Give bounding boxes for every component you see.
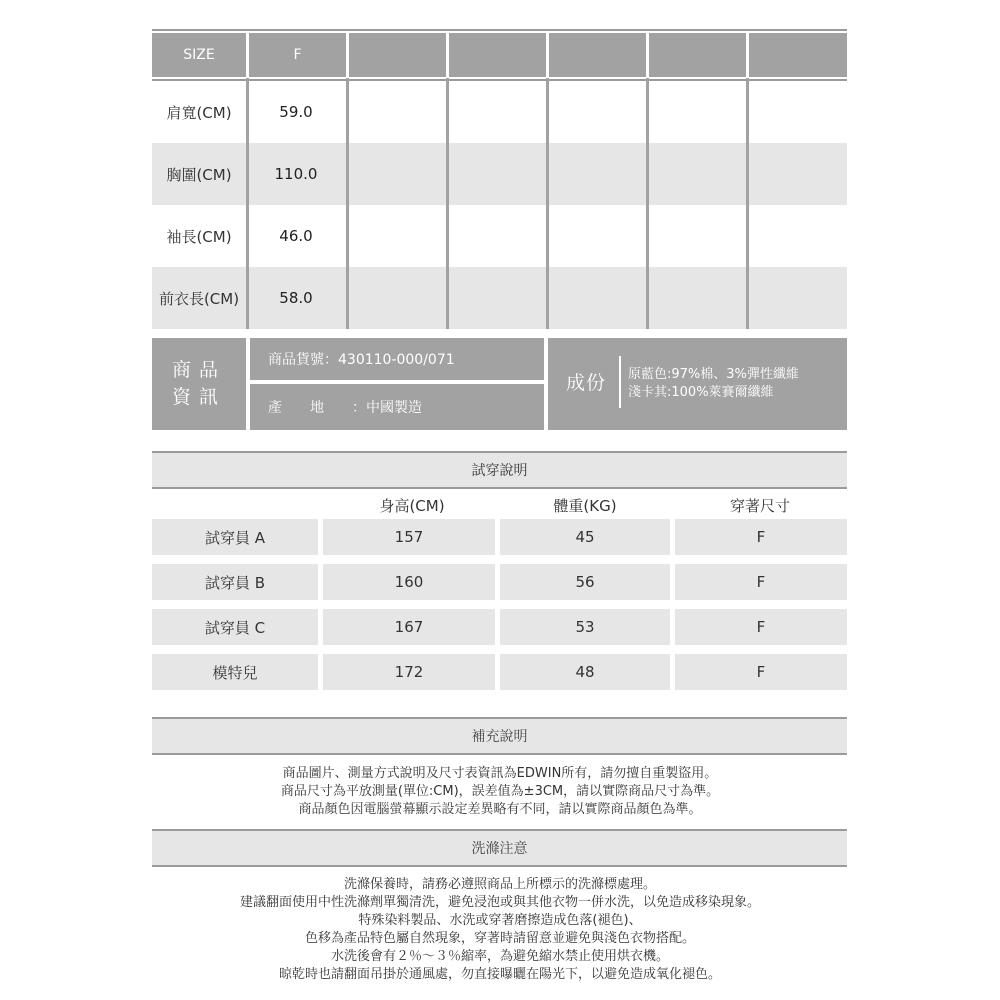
size-row (152, 205, 847, 267)
column-divider (246, 78, 249, 329)
column-header: 體重(KG) (553, 497, 617, 515)
size-header-cell: SIZE (152, 33, 246, 77)
tester-height: 172 (323, 654, 495, 690)
note-line: 特殊染料製品、水洗或穿著磨擦造成色落(褪色)、 (358, 913, 642, 928)
column-divider (346, 78, 349, 329)
column-divider (746, 78, 749, 329)
tester-name: 試穿員 C (152, 609, 318, 645)
fit-table-header (152, 489, 847, 519)
fit-table-title: 試穿說明 (152, 451, 847, 489)
size-header-cell (749, 33, 847, 77)
column-divider (446, 78, 449, 329)
note-line: 商品顏色因電腦螢幕顯示設定差異略有不同，請以實際商品顏色為準。 (298, 802, 702, 817)
wash-title: 洗滌注意 (152, 829, 847, 867)
origin-value: ：中國製造 (352, 400, 422, 416)
size-row (152, 267, 847, 329)
size-row-label: 前衣長(CM) (158, 289, 240, 308)
item-number: 商品貨號：430110-000/071 (250, 338, 544, 380)
tester-height: 167 (323, 609, 495, 645)
product-info (152, 338, 847, 430)
size-header-cell (349, 33, 446, 77)
note-line: 洗滌保養時，請務必遵照商品上所標示的洗滌標處理。 (343, 877, 656, 892)
table-row (152, 654, 847, 690)
tester-weight: 53 (500, 609, 670, 645)
size-row-label: 胸圍(CM) (166, 165, 232, 184)
tester-name: 試穿員 B (152, 564, 318, 600)
material-line: 淺卡其:100%萊賽爾纖維 (628, 385, 774, 400)
column-header: 穿著尺寸 (729, 497, 791, 515)
tester-name: 模特兒 (152, 654, 318, 690)
tester-size: F (675, 609, 847, 645)
column-divider (546, 78, 549, 329)
origin (250, 384, 544, 430)
size-row-value: 46.0 (279, 227, 313, 245)
size-row (152, 143, 847, 205)
size-row-value: 110.0 (274, 165, 318, 183)
size-row-value: 59.0 (279, 103, 313, 121)
tester-height: 160 (323, 564, 495, 600)
material-box (548, 338, 847, 430)
material-line: 原藍色:97%棉、3%彈性纖維 (628, 367, 799, 382)
size-header-cell (649, 33, 746, 77)
column-divider (646, 78, 649, 329)
size-row-label: 肩寬(CM) (166, 103, 232, 122)
material-list (628, 366, 799, 402)
size-row-label: 袖長(CM) (166, 227, 232, 246)
divider (619, 356, 621, 408)
note-line: 建議翻面使用中性洗滌劑單獨清洗，避免浸泡或與其他衣物一併水洗，以免造成移染現象。 (239, 895, 760, 910)
tester-size: F (675, 564, 847, 600)
origin-label: 產地 (268, 400, 352, 416)
tester-size: F (675, 519, 847, 555)
product-info-title-line: 商品 (171, 359, 226, 381)
note-line: 色移為產品特色屬自然現象，穿著時請留意並避免與淺色衣物搭配。 (304, 931, 695, 946)
tester-weight: 45 (500, 519, 670, 555)
size-row-value: 58.0 (279, 289, 313, 307)
table-row (152, 564, 847, 600)
column-header: 身高(CM) (379, 497, 445, 515)
fit-table (152, 451, 847, 699)
size-table (152, 29, 847, 329)
wash-notes (0, 876, 1000, 984)
tester-height: 157 (323, 519, 495, 555)
size-row (152, 81, 847, 143)
supplement-notes (0, 765, 1000, 819)
tester-weight: 48 (500, 654, 670, 690)
divider (152, 29, 847, 31)
tester-size: F (675, 654, 847, 690)
size-header-cell (549, 33, 646, 77)
size-table-header (152, 33, 847, 77)
supplement-title: 補充說明 (152, 717, 847, 755)
size-header-cell: F (249, 33, 346, 77)
tester-weight: 56 (500, 564, 670, 600)
note-line: 水洗後會有２％～３％縮率，為避免縮水禁止使用烘衣機。 (330, 949, 669, 964)
product-info-title-line: 資訊 (171, 386, 226, 408)
table-row (152, 519, 847, 555)
note-line: 商品尺寸為平放測量(單位:CM)，誤差值為±3CM，請以實際商品尺寸為準。 (280, 784, 720, 799)
size-header-cell (449, 33, 546, 77)
table-row (152, 609, 847, 645)
product-info-title (152, 338, 246, 430)
note-line: 商品圖片、測量方式說明及尺寸表資訊為EDWIN所有，請勿擅自重製盜用。 (282, 766, 718, 781)
note-line: 晾乾時也請翻面吊掛於通風處，勿直接曝曬在陽光下，以避免造成氧化褪色。 (278, 967, 721, 982)
material-title: 成份 (566, 372, 607, 394)
tester-name: 試穿員 A (152, 519, 318, 555)
